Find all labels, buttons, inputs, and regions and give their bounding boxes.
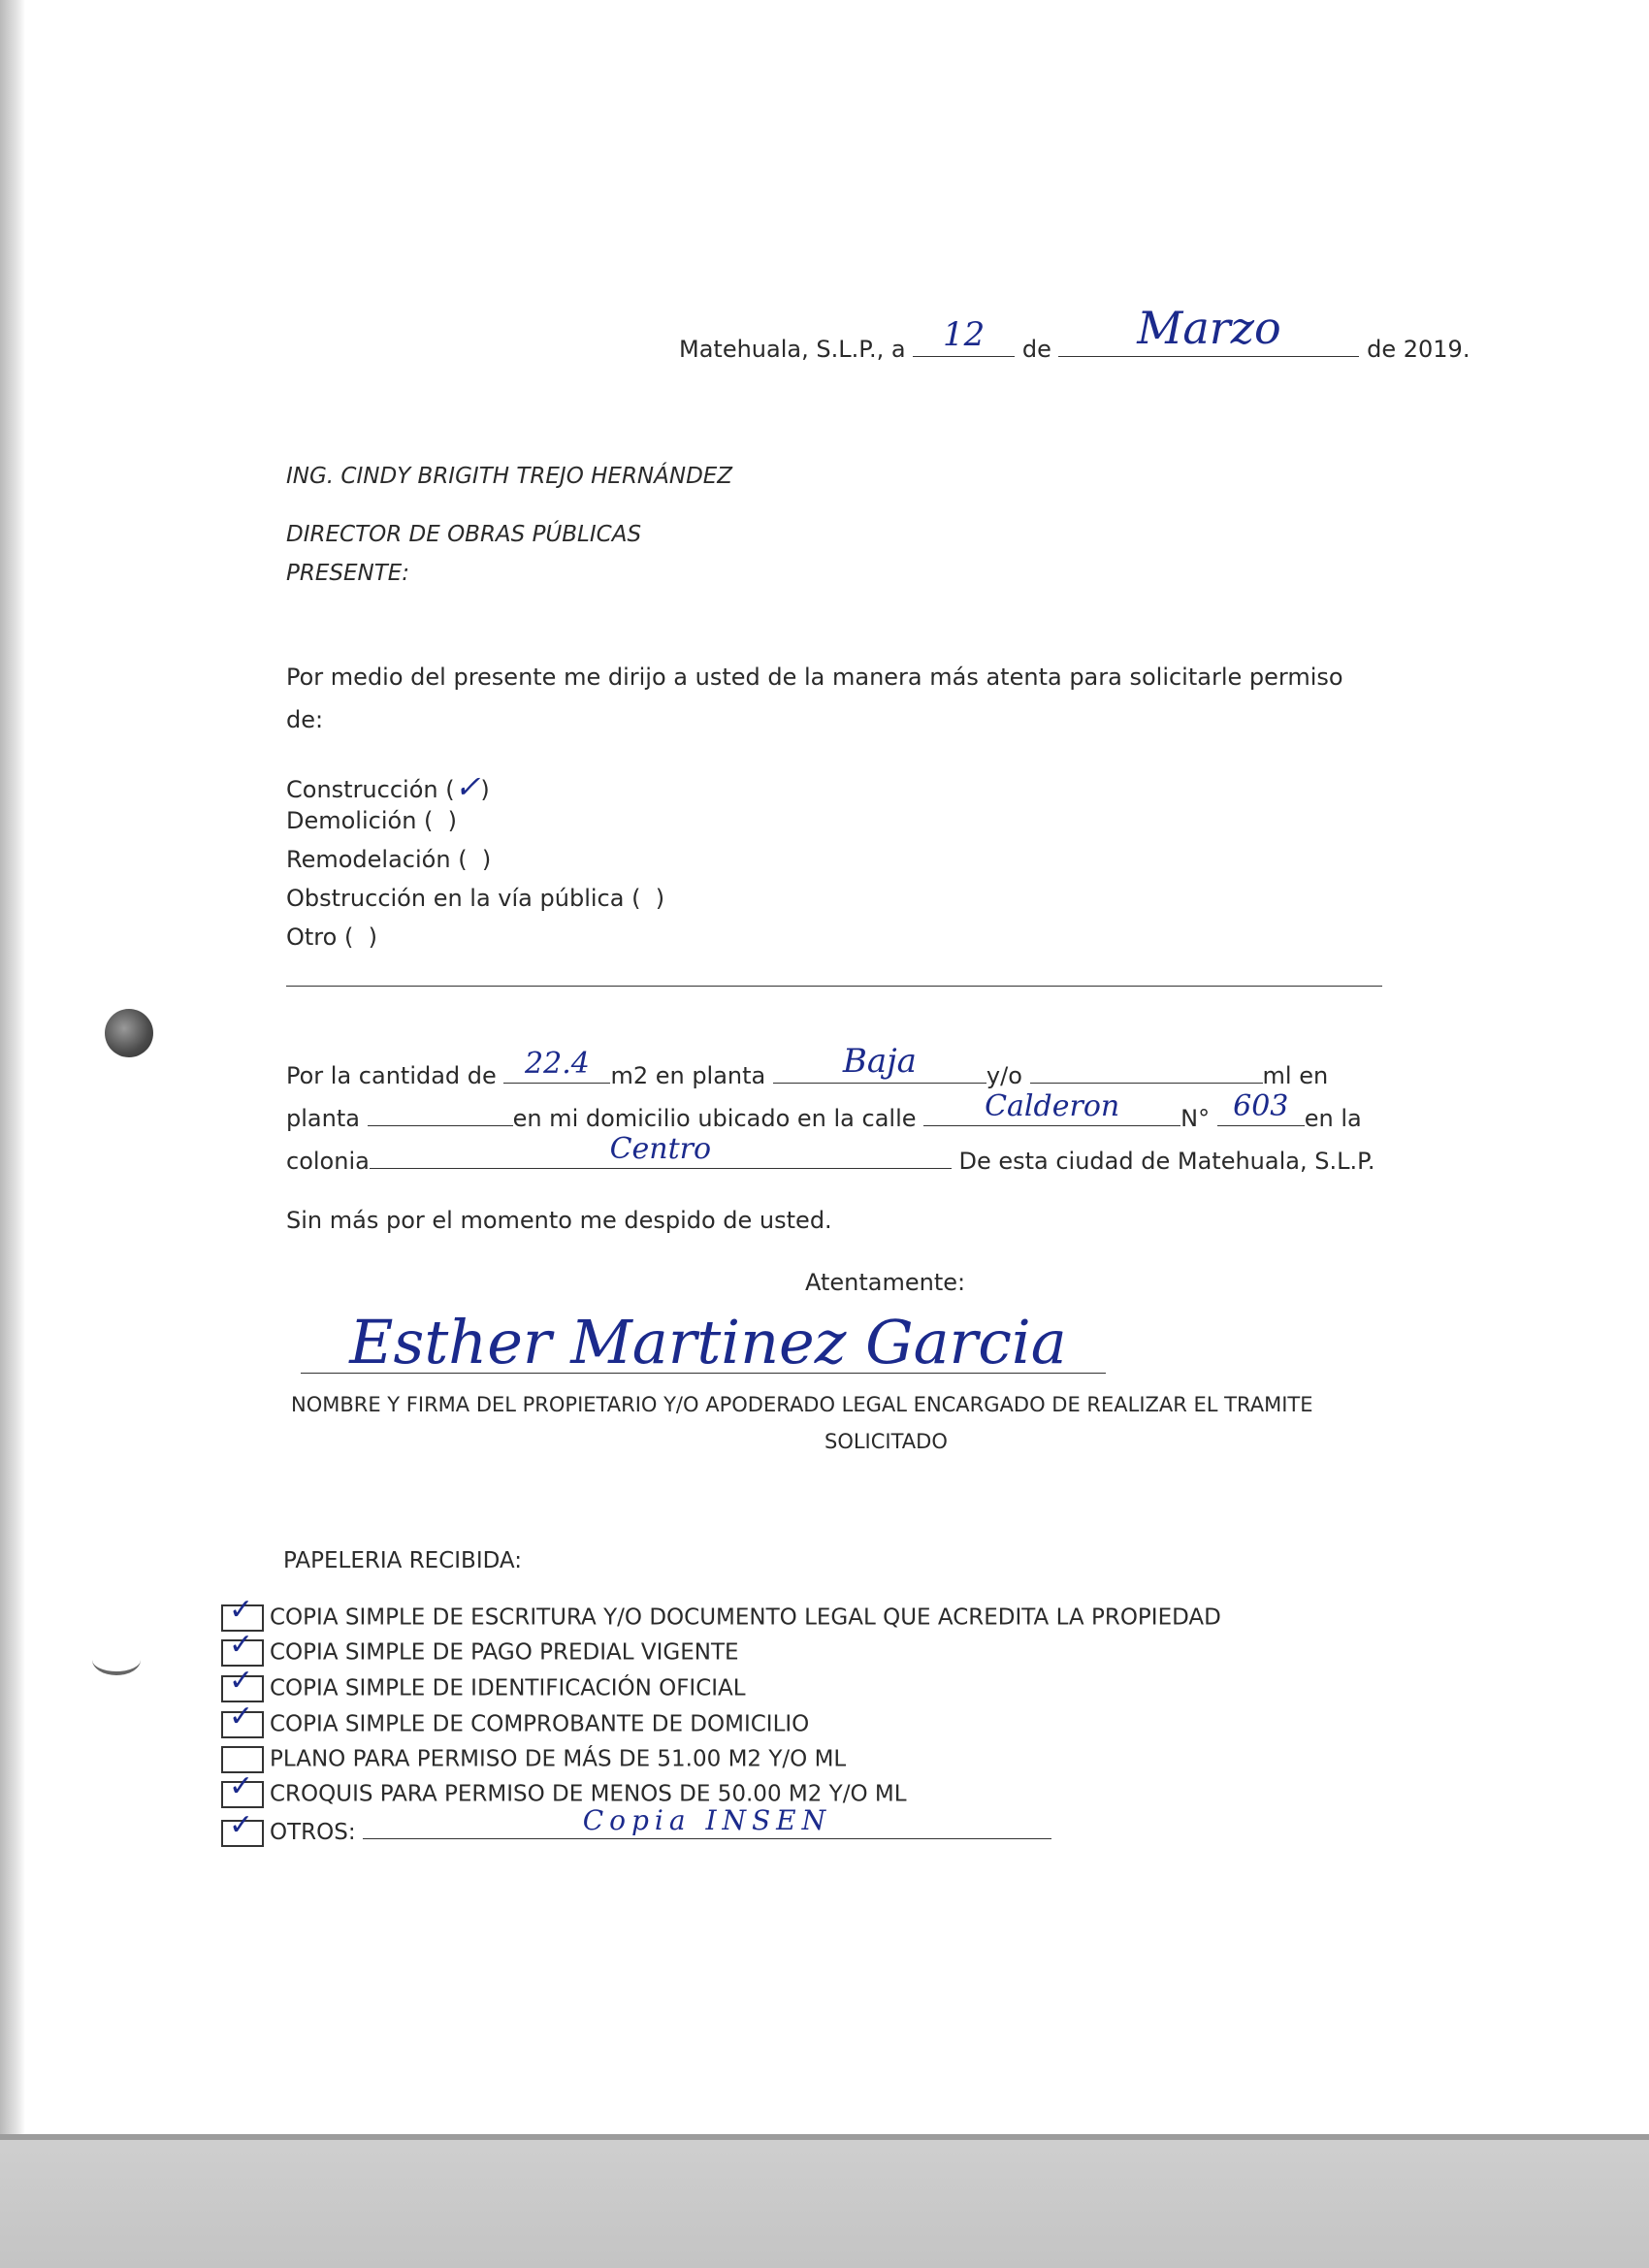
ml-field (1030, 1061, 1263, 1084)
date-year: de 2019. (1367, 336, 1471, 363)
details-line-3: colonia Centro De esta ciudad de Matehuala, S.L.P. (286, 1132, 1375, 1175)
permit-otro: Otro ( ) (286, 923, 377, 951)
colonia-field (370, 1132, 952, 1169)
checkbox (221, 1807, 264, 1847)
doc-item-croquis: ✓ CROQUIS PARA PERMISO DE MENOS DE 50.00 M2 Y/O ML (221, 1781, 907, 1808)
details-line-2: planta en mi domicilio ubicado en la calle Calderon N° 603 en la (286, 1089, 1362, 1132)
recipient-greeting: PRESENTE: (286, 561, 410, 586)
check-mark-icon: ✓ (454, 768, 481, 805)
planta-value: Baja (842, 1042, 917, 1081)
qty-value: 22.4 (525, 1047, 590, 1081)
scan-bottom-band (0, 2134, 1649, 2268)
checkbox (221, 1664, 264, 1702)
signature-line (301, 1373, 1106, 1374)
check-mark-icon: ✓ (229, 1664, 254, 1698)
qty-field (503, 1047, 610, 1084)
doc-item-identificacion: ✓ COPIA SIMPLE DE IDENTIFICACIÓN OFICIAL (221, 1675, 746, 1702)
handwritten-signature: Esther Martinez Garcia (349, 1307, 1067, 1377)
doc-item-escritura: ✓ COPIA SIMPLE DE ESCRITURA Y/O DOCUMENTO LEGAL QUE ACREDITA LA PROPIEDAD (221, 1604, 1221, 1632)
permit-obstruccion: Obstrucción en la vía pública ( ) (286, 885, 665, 912)
punch-hole-top (105, 1009, 153, 1057)
papeleria-title: PAPELERIA RECIBIDA: (283, 1548, 522, 1573)
salutation-text: Atentamente: (805, 1269, 966, 1296)
date-line (679, 302, 1471, 363)
number-value: 603 (1233, 1089, 1289, 1123)
checkbox (221, 1628, 264, 1667)
signature-caption-2: SOLICITADO (824, 1430, 948, 1453)
signature-caption-1: NOMBRE Y FIRMA DEL PROPIETARIO Y/O APODERADO LEGAL ENCARGADO DE REALIZAR EL TRAMITE (291, 1393, 1313, 1416)
check-mark-icon: ✓ (229, 1700, 254, 1733)
permit-construccion: Construcción (✓) (286, 768, 490, 805)
street-field (923, 1089, 1180, 1126)
checkbox (221, 1769, 264, 1808)
otros-value: Copia INSEN (582, 1804, 832, 1836)
date-prefix: Matehuala, S.L.P., a (679, 336, 906, 363)
planta2-field (368, 1104, 513, 1126)
doc-item-predial: ✓ COPIA SIMPLE DE PAGO PREDIAL VIGENTE (221, 1639, 739, 1667)
doc-item-domicilio: ✓ COPIA SIMPLE DE COMPROBANTE DE DOMICILIO (221, 1711, 809, 1738)
scan-left-shadow (0, 0, 25, 2134)
recipient-title: DIRECTOR DE OBRAS PÚBLICAS (286, 522, 642, 547)
day-value: 12 (943, 315, 986, 354)
colonia-value: Centro (609, 1132, 712, 1166)
month-value: Marzo (1137, 302, 1281, 354)
permit-demolicion: Demolición ( ) (286, 807, 458, 834)
intro-line-1: Por medio del presente me dirijo a usted de la manera más atenta para solicitarle permiso (286, 664, 1343, 691)
doc-item-plano: PLANO PARA PERMISO DE MÁS DE 51.00 M2 Y/O ML (221, 1746, 846, 1773)
month-field (1058, 302, 1359, 357)
permit-remodelacion: Remodelación ( ) (286, 846, 492, 873)
planta-field (773, 1042, 986, 1084)
date-connector: de (1021, 336, 1051, 363)
number-field (1217, 1089, 1305, 1126)
check-mark-icon: ✓ (229, 1593, 254, 1627)
doc-item-otros: ✓ OTROS: Copia INSEN (221, 1817, 1051, 1847)
check-mark-icon: ✓ (229, 1807, 254, 1842)
checkbox (221, 1700, 264, 1738)
closing-text: Sin más por el momento me despido de usted. (286, 1207, 832, 1234)
otro-blank-line (286, 986, 1382, 987)
intro-line-2: de: (286, 706, 324, 733)
recipient-name: ING. CINDY BRIGITH TREJO HERNÁNDEZ (286, 464, 733, 489)
details-line-1: Por la cantidad de 22.4 m2 en planta Baja y/o ml en (286, 1042, 1329, 1089)
check-mark-icon: ✓ (229, 1628, 254, 1662)
day-field (913, 315, 1015, 357)
check-mark-icon: ✓ (229, 1769, 254, 1803)
signature-area (291, 1300, 1125, 1377)
punch-hole-bottom (92, 1644, 141, 1675)
street-value: Calderon (985, 1089, 1120, 1123)
